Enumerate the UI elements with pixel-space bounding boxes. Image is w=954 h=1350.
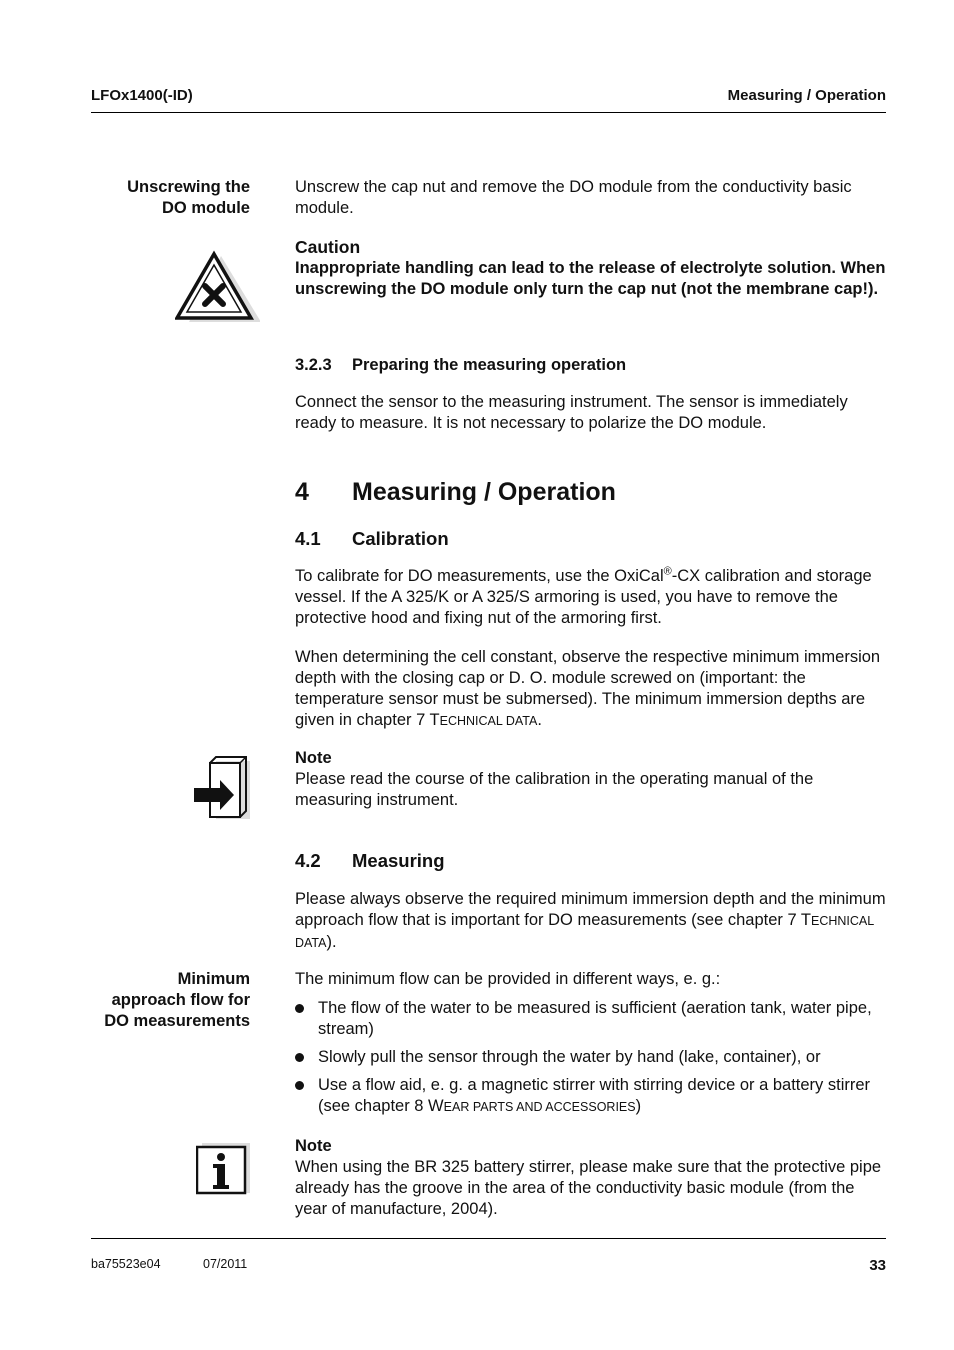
note-title: Note — [295, 749, 332, 767]
note-text: Please read the course of the calibration in the operating manual of the measuring instrument. — [295, 770, 814, 809]
text-run: To calibrate for DO measurements, use the OxiCal — [295, 567, 664, 585]
registered-mark: ® — [663, 565, 672, 578]
header-section-title: Measuring / Operation — [727, 87, 886, 104]
sidebar-label-line: DO measurements — [104, 1012, 250, 1030]
unscrew-paragraph: Unscrew the cap nut and remove the DO module from the conductivity basic module. — [295, 178, 852, 217]
section-heading-3-2-3 — [295, 355, 890, 376]
sidebar-label-min-flow — [60, 969, 250, 1032]
sidebar-label-line: approach flow for — [111, 991, 250, 1009]
caution-block — [295, 236, 890, 300]
flow-intro: The minimum flow can be provided in different ways, e. g.: — [295, 970, 721, 988]
sidebar-label-unscrewing — [60, 177, 250, 219]
section-title: Calibration — [352, 528, 449, 549]
section-number: 3.2.3 — [295, 356, 332, 374]
chapter-reference: EAR PARTS AND ACCESSORIES — [443, 1100, 636, 1114]
bullet-icon — [295, 1004, 304, 1013]
list-item-text: The flow of the water to be measured is sufficient (aeration tank, water pipe, stream) — [318, 999, 872, 1038]
sidebar-label-line: DO module — [161, 199, 250, 217]
section-title: Preparing the measuring operation — [352, 356, 627, 374]
note-title: Note — [295, 1137, 332, 1155]
note-text: When using the BR 325 battery stirrer, please make sure that the protective pipe already has the groove in the area of the conductivity basic module (from the year of manufacture, 2004). — [295, 1158, 882, 1218]
list-item-text: Slowly pull the sensor through the water by hand (lake, container), or — [318, 1048, 821, 1066]
list-item — [295, 1075, 890, 1118]
sidebar-label-line: Minimum — [177, 970, 250, 988]
footer-rule — [91, 1238, 886, 1239]
section-number: 4.1 — [295, 528, 321, 549]
chapter-number: 4 — [295, 478, 309, 506]
text-run: When determining the cell constant, observe the respective minimum immersion depth with the closing cap or D. O. module screwed on (important: the temperature sensor must be submersed). The minimum immersion depths are given in chapter 7 T — [295, 648, 881, 729]
caution-title: Caution — [295, 237, 361, 257]
info-icon — [196, 1141, 252, 1195]
section-title: Measuring — [352, 850, 445, 871]
text-run: ). — [326, 933, 337, 951]
text-run: Please always observe the required minimum immersion depth and the minimum approach flow that is important for DO measurements (see chapter 7 T — [295, 890, 886, 929]
chapter-reference: ECHNICAL DATA — [439, 714, 538, 728]
footer-date: 07/2011 — [203, 1257, 248, 1271]
preparing-paragraph: Connect the sensor to the measuring instrument. The sensor is immediately ready to measure. It is not necessary to polarize the DO module. — [295, 393, 848, 432]
bullet-icon — [295, 1053, 304, 1062]
section-heading-4-1 — [295, 527, 890, 551]
list-item-text: ) — [635, 1097, 642, 1115]
header-rule — [91, 112, 886, 113]
chapter-reference: ECHNICAL DATA — [295, 914, 874, 950]
bullet-icon — [295, 1081, 304, 1090]
text-run: . — [537, 711, 542, 729]
flow-bullet-list — [295, 998, 890, 1118]
chapter-title: Measuring / Operation — [352, 478, 616, 506]
calibration-paragraph-2 — [295, 647, 890, 732]
chapter-heading-4 — [295, 477, 890, 507]
list-item-text: Use a flow aid, e. g. a magnetic stirrer with stirring device or a battery stirrer (see chapter 8 W — [318, 1076, 871, 1115]
footer-doc-number: ba75523e04 — [91, 1257, 161, 1271]
stirrer-note — [295, 1136, 890, 1220]
text-run: -CX calibration and storage vessel. If the A 325/K or A 325/S armoring is used, you have to remove the protective hood and fixing nut of the armoring first. — [295, 567, 872, 627]
calibration-note — [295, 748, 890, 811]
list-item — [295, 998, 890, 1040]
section-heading-4-2 — [295, 849, 890, 873]
caution-icon — [175, 250, 260, 325]
calibration-paragraph-1 — [295, 566, 890, 629]
list-item — [295, 1047, 890, 1068]
sidebar-label-line: Unscrewing the — [127, 178, 250, 196]
header-doc-title: LFOx1400(-ID) — [91, 87, 193, 104]
book-note-icon — [192, 755, 252, 821]
section-number: 4.2 — [295, 850, 321, 871]
caution-text: Inappropriate handling can lead to the release of electrolyte solution. When unscrewing the DO module only turn the cap nut (not the membrane cap!). — [295, 259, 886, 298]
page-number: 33 — [869, 1257, 886, 1274]
measuring-paragraph — [295, 889, 890, 954]
flow-block — [295, 969, 890, 1125]
